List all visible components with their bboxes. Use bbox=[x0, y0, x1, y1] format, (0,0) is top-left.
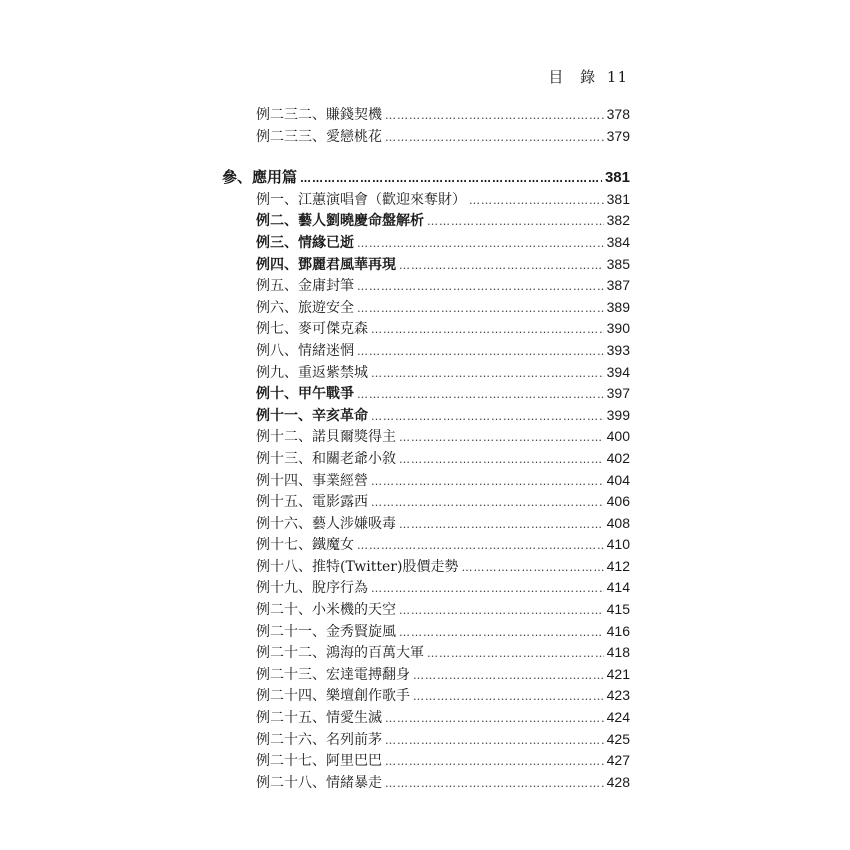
toc-entry[interactable] bbox=[222, 707, 630, 729]
dot-leader bbox=[371, 406, 604, 428]
dot-leader bbox=[385, 730, 604, 752]
toc-entry-title: 例十九、脫序行為 bbox=[256, 580, 368, 597]
header-page-number: 11 bbox=[606, 68, 628, 86]
toc-entry[interactable] bbox=[222, 362, 630, 384]
toc-entry[interactable] bbox=[222, 556, 630, 578]
header-label: 目 錄 bbox=[548, 68, 602, 86]
toc-entry-title: 例二十二、鴻海的百萬大軍 bbox=[256, 645, 424, 662]
dot-leader bbox=[385, 751, 604, 773]
dot-leader bbox=[413, 665, 604, 687]
toc-entry-title: 例十三、和關老爺小敘 bbox=[256, 450, 396, 467]
toc-entry[interactable] bbox=[222, 318, 630, 340]
toc-entry[interactable] bbox=[222, 599, 630, 621]
toc-entry[interactable] bbox=[222, 577, 630, 599]
dot-leader bbox=[357, 233, 604, 255]
toc-entry[interactable] bbox=[222, 772, 630, 794]
toc-entry-page: 389 bbox=[606, 298, 630, 315]
toc-entry-title: 例十、甲午戰爭 bbox=[256, 386, 354, 403]
toc-entry-page: 427 bbox=[606, 752, 630, 769]
dot-leader bbox=[469, 190, 604, 212]
toc-entry-title: 例二十八、情緒暴走 bbox=[256, 774, 382, 791]
toc-entry-title: 例十八、推特(Twitter)股價走勢 bbox=[256, 558, 459, 575]
toc-entry[interactable] bbox=[222, 621, 630, 643]
toc-entry[interactable] bbox=[222, 383, 630, 405]
toc-entry-title: 例二十三、宏達電搏翻身 bbox=[256, 666, 410, 683]
toc-entry-page: 416 bbox=[606, 622, 630, 639]
toc-entry-title: 例十四、事業經營 bbox=[256, 472, 368, 489]
toc-entry-title: 例十二、諾貝爾獎得主 bbox=[256, 429, 396, 446]
dot-leader bbox=[399, 622, 604, 644]
toc-entry[interactable] bbox=[222, 275, 630, 297]
dot-leader bbox=[357, 298, 604, 320]
toc-entry[interactable] bbox=[222, 664, 630, 686]
toc-entry-page: 423 bbox=[606, 687, 630, 704]
toc-entry-title: 例九、重返紫禁城 bbox=[256, 364, 368, 381]
toc-entry[interactable] bbox=[222, 729, 630, 751]
section-gap bbox=[222, 147, 630, 167]
toc-entry-page: 394 bbox=[606, 363, 630, 380]
toc-entry-page: 414 bbox=[606, 579, 630, 596]
dot-leader bbox=[399, 427, 604, 449]
toc-entry[interactable] bbox=[222, 513, 630, 535]
dot-leader bbox=[371, 471, 604, 493]
toc-entry-title: 例七、麥可傑克森 bbox=[256, 321, 368, 338]
toc-entry[interactable] bbox=[222, 189, 630, 211]
toc-entry-page: 393 bbox=[606, 341, 630, 358]
dot-leader bbox=[357, 341, 604, 363]
toc-entry-page: 382 bbox=[606, 212, 630, 229]
toc-entry-page: 418 bbox=[606, 644, 630, 661]
toc-entry[interactable] bbox=[222, 210, 630, 232]
toc-entry[interactable] bbox=[222, 534, 630, 556]
dot-leader bbox=[357, 276, 604, 298]
toc-entry-title: 例二十七、阿里巴巴 bbox=[256, 753, 382, 770]
dot-leader bbox=[461, 557, 603, 579]
section-title: 參、應用篇 bbox=[222, 168, 298, 187]
toc-entry-page: 384 bbox=[606, 233, 630, 250]
toc-entry[interactable] bbox=[222, 340, 630, 362]
dot-leader bbox=[385, 105, 604, 127]
toc-entry[interactable] bbox=[222, 297, 630, 319]
toc-entry-title: 例八、情緒迷惘 bbox=[256, 342, 354, 359]
dot-leader bbox=[300, 168, 602, 190]
toc-entry-page: 408 bbox=[606, 514, 630, 531]
toc-entry-page: 424 bbox=[606, 709, 630, 726]
toc-entry-page: 428 bbox=[606, 773, 630, 790]
toc-entry-title: 例四、鄧麗君風華再現 bbox=[256, 256, 396, 273]
toc-entry-page: 415 bbox=[606, 601, 630, 618]
dot-leader bbox=[357, 384, 604, 406]
toc-entry-page: 379 bbox=[606, 127, 630, 144]
toc-entry-page: 399 bbox=[606, 406, 630, 423]
toc-entry-title: 例十六、藝人涉嫌吸毒 bbox=[256, 515, 396, 532]
dot-leader bbox=[427, 643, 604, 665]
toc-entry-title: 例三、情緣已逝 bbox=[256, 234, 354, 251]
dot-leader bbox=[371, 363, 604, 385]
toc-entry-title: 例二十六、名列前茅 bbox=[256, 731, 382, 748]
toc-entry-title: 例二三二、賺錢契機 bbox=[256, 107, 382, 123]
dot-leader bbox=[399, 255, 604, 277]
toc-entry-page: 412 bbox=[606, 557, 630, 574]
dot-leader bbox=[357, 535, 604, 557]
toc-section-heading[interactable] bbox=[222, 167, 630, 189]
toc-entry-page: 381 bbox=[606, 190, 630, 207]
toc-entry[interactable] bbox=[222, 470, 630, 492]
toc-entry[interactable] bbox=[222, 491, 630, 513]
toc-entry[interactable] bbox=[222, 104, 630, 126]
toc-entry-page: 406 bbox=[606, 493, 630, 510]
page-header bbox=[548, 66, 628, 87]
toc-entry-page: 390 bbox=[606, 320, 630, 337]
toc-entry[interactable] bbox=[222, 254, 630, 276]
toc-entry-title: 例五、金庸封筆 bbox=[256, 278, 354, 295]
toc-entry[interactable] bbox=[222, 126, 630, 148]
dot-leader bbox=[399, 449, 604, 471]
dot-leader bbox=[385, 127, 604, 149]
toc-entry[interactable] bbox=[222, 232, 630, 254]
toc-entry[interactable] bbox=[222, 405, 630, 427]
toc-entry-title: 例二三三、愛戀桃花 bbox=[256, 128, 382, 145]
toc-entry-title: 例二十五、情愛生滅 bbox=[256, 710, 382, 727]
toc-entry-title: 例十一、辛亥革命 bbox=[256, 407, 368, 424]
toc-entry-page: 385 bbox=[606, 255, 630, 272]
toc-entry[interactable] bbox=[222, 448, 630, 470]
toc-entry-page: 421 bbox=[606, 665, 630, 682]
toc-entry-page: 404 bbox=[606, 471, 630, 488]
section-page: 381 bbox=[604, 169, 630, 187]
toc-entry[interactable] bbox=[222, 426, 630, 448]
dot-leader bbox=[371, 492, 604, 514]
dot-leader bbox=[385, 773, 604, 795]
toc-entry-page: 400 bbox=[606, 428, 630, 445]
toc-entry-title: 例十五、電影露西 bbox=[256, 494, 368, 511]
toc-entry[interactable] bbox=[222, 642, 630, 664]
table-of-contents bbox=[222, 104, 630, 793]
toc-entry-title: 例一、江蕙演唱會（歡迎來奪財） bbox=[256, 191, 466, 208]
toc-entry-title: 例二十、小米機的天空 bbox=[256, 602, 396, 619]
dot-leader bbox=[399, 600, 604, 622]
toc-entry-page: 410 bbox=[606, 536, 630, 553]
toc-entry[interactable] bbox=[222, 685, 630, 707]
toc-entry-title: 例十七、鐵魔女 bbox=[256, 537, 354, 554]
toc-entry-page: 402 bbox=[606, 449, 630, 466]
toc-entry-page: 378 bbox=[606, 106, 630, 122]
dot-leader bbox=[385, 708, 604, 730]
toc-entry[interactable] bbox=[222, 750, 630, 772]
toc-entry-page: 425 bbox=[606, 730, 630, 747]
toc-entry-title: 例二十四、樂壇創作歌手 bbox=[256, 688, 410, 705]
toc-entry-title: 例二十一、金秀賢旋風 bbox=[256, 623, 396, 640]
dot-leader bbox=[399, 514, 604, 536]
dot-leader bbox=[371, 319, 604, 341]
dot-leader bbox=[427, 211, 604, 233]
toc-entry-title: 例二、藝人劉曉慶命盤解析 bbox=[256, 213, 424, 230]
toc-entry-page: 387 bbox=[606, 277, 630, 294]
dot-leader bbox=[413, 686, 604, 708]
dot-leader bbox=[371, 578, 604, 600]
toc-entry-title: 例六、旅遊安全 bbox=[256, 299, 354, 316]
toc-entry-page: 397 bbox=[606, 385, 630, 402]
